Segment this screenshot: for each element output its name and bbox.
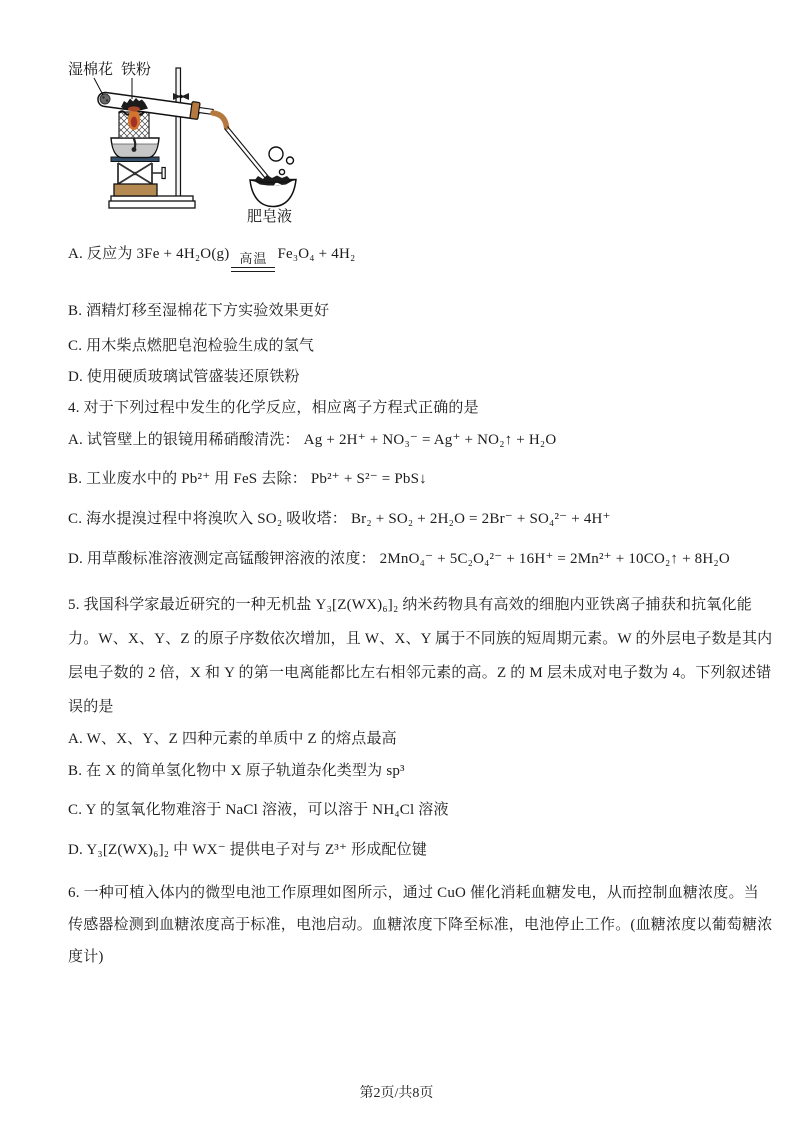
q3-option-d: D. 使用硬质玻璃试管盛装还原铁粉	[68, 369, 300, 385]
q4-stem: 4. 对于下列过程中发生的化学反应，相应离子方程式正确的是	[68, 400, 479, 416]
q5-option-c: C. Y 的氢氧化物难溶于 NaCl 溶液，可以溶于 NH₄Cl 溶液	[68, 802, 449, 818]
q5-stem-line-4: 误的是	[68, 699, 114, 715]
soap-solution-label: 肥皂液	[247, 209, 293, 225]
q3-option-a-suffix: Fe₃O₄ + 4H₂	[277, 246, 356, 262]
q4-option-b: B. 工业废水中的 Pb²⁺ 用 FeS 去除： Pb²⁺ + S²⁻ = PbS↓	[68, 471, 427, 487]
q5-option-b: B. 在 X 的简单氢化物中 X 原子轨道杂化类型为 sp³	[68, 763, 405, 779]
page-number-footer: 第2页/共8页	[359, 1086, 434, 1101]
q3-option-a-prefix: A. 反应为 3Fe + 4H₂O(g)	[68, 246, 230, 262]
q6-stem-line-2: 传感器检测到血糖浓度高于标准，电池启动。血糖浓度下降至标准，电池停止工作。(血糖浓度以葡萄糖浓	[68, 917, 773, 933]
wet-cotton-label: 湿棉花	[68, 62, 114, 78]
q3-option-a	[68, 243, 355, 272]
jack-base	[114, 184, 157, 196]
double-line-equals	[231, 267, 275, 272]
cotton-plug	[100, 94, 110, 104]
q4-option-a: A. 试管壁上的银镜用稀硝酸清洗： Ag + 2H⁺ + NO₃⁻ = Ag⁺ + NO₂↑ + H₂O	[68, 432, 557, 448]
bubbles	[269, 147, 294, 175]
soap-froth	[254, 175, 292, 186]
heated-glow	[128, 106, 140, 111]
q4-option-d: D. 用草酸标准溶液测定高锰酸钾溶液的浓度： 2MnO₄⁻ + 5C₂O₄²⁻ + 16H⁺ = 2Mn²⁺ + 10CO₂↑ + 8H₂O	[68, 551, 730, 567]
test-tube	[97, 92, 213, 120]
soap-dish	[250, 175, 296, 207]
q5-stem-line-2: 力。W、X、Y、Z 的原子序数依次增加，且 W、X、Y 属于不同族的短周期元素。W 的外层电子数是其内	[68, 631, 773, 647]
lab-jack	[111, 157, 165, 196]
q3-option-c: C. 用木柴点燃肥皂泡检验生成的氢气	[68, 338, 315, 354]
q5-option-d: D. Y₃[Z(WX)₆]₂ 中 WX⁻ 提供电子对与 Z³⁺ 形成配位键	[68, 842, 428, 858]
q5-option-a: A. W、X、Y、Z 四种元素的单质中 Z 的熔点最高	[68, 731, 397, 747]
apparatus-diagram	[64, 55, 316, 231]
q3-option-b: B. 酒精灯移至湿棉花下方实验效果更好	[68, 303, 330, 319]
q6-stem-line-1: 6. 一种可植入体内的微型电池工作原理如图所示，通过 CuO 催化消耗血糖发电，从而控制血糖浓度。当	[68, 885, 759, 901]
q4-option-c: C. 海水提溴过程中将溴吹入 SO₂ 吸收塔： Br₂ + SO₂ + 2H₂O = 2Br⁻ + SO₄²⁻ + 4H⁺	[68, 511, 611, 527]
iron-powder-label: 铁粉	[121, 62, 152, 78]
rubber-connector	[213, 113, 227, 127]
reaction-condition-equals	[231, 252, 275, 272]
condition-text: 高温	[239, 251, 268, 266]
q6-stem-line-3: 度计)	[68, 949, 104, 965]
delivery-tube	[213, 113, 273, 184]
q5-stem-line-1: 5. 我国科学家最近研究的一种无机盐 Y₃[Z(WX)₆]₂ 纳米药物具有高效的细胞内亚铁离子捕获和抗氧化能	[68, 597, 752, 613]
jack-screw-handle	[162, 168, 165, 179]
q5-stem-line-3: 层电子数的 2 倍，X 和 Y 的第一电离能都比左右相邻元素的高。Z 的 M 层未成对电子数为 4。下列叙述错	[68, 665, 772, 681]
